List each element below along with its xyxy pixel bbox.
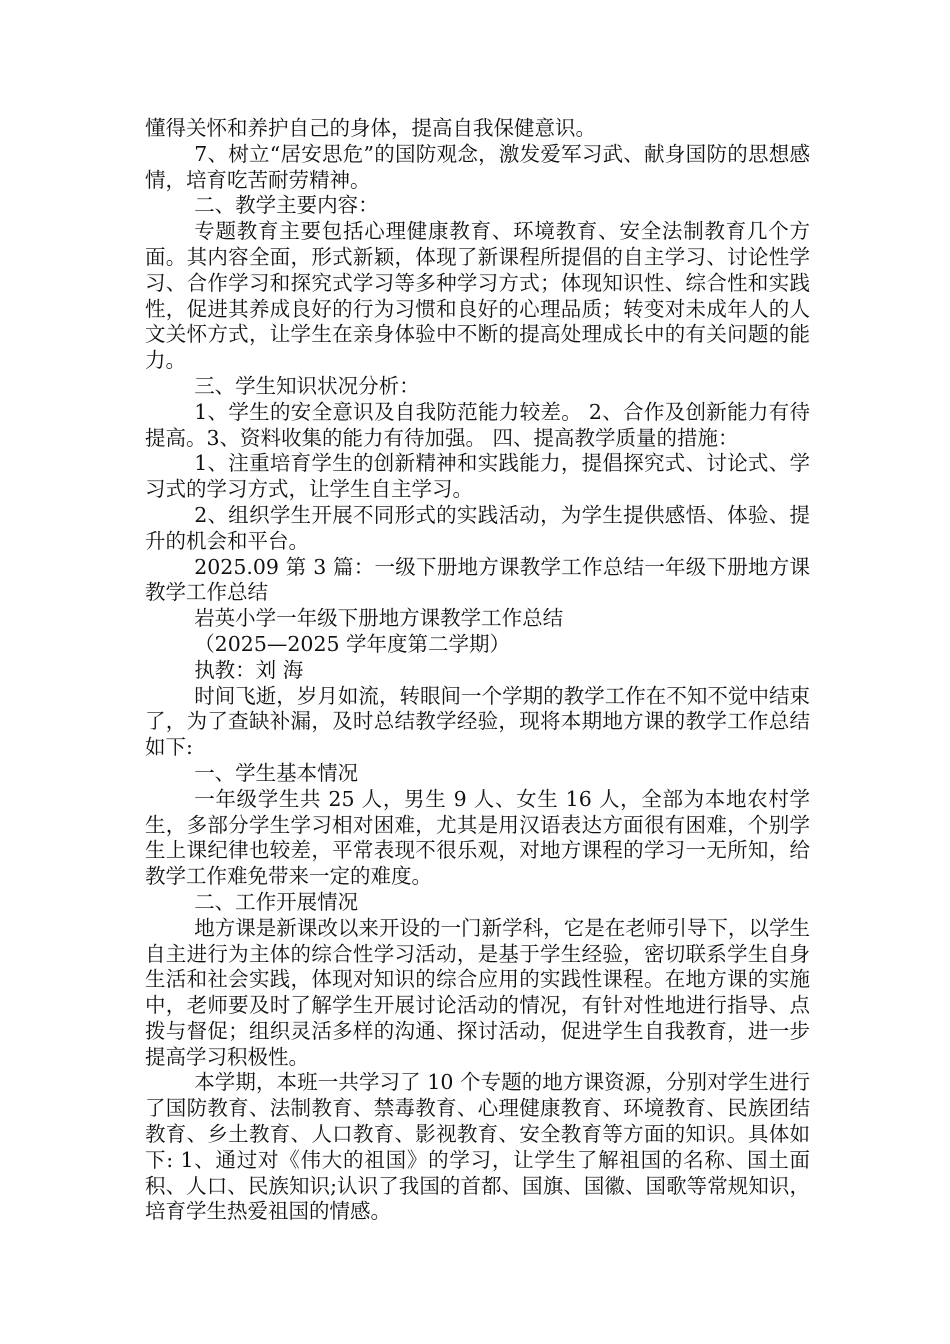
- section-heading: 一、学生基本情况: [194, 760, 359, 785]
- paragraph: 1、学生的安全意识及自我防范能力较差。 2、合作及创新能力有待提高。3、资料收集的能力有待加强。 四、提高教学质量的措施：: [145, 399, 810, 450]
- paragraph: 专题教育主要包括心理健康教育、环境教育、安全法制教育几个方面。其内容全面，形式新颖，体现了新课程所提倡的自主学习、讨论性学习、合作学习和探究式学习等多种学习方式；体现知识性、综合性和实践性，促进其养成良好的行为习惯和良好的心理品质；转变对未成年人的人文关怀方式，让学生在亲身体验中不断的提高处理成长中的有关问题的能力。: [145, 219, 810, 373]
- teacher-line: 执教：刘 海: [194, 657, 304, 682]
- paragraph: 2、组织学生开展不同形式的实践活动，为学生提供感悟、体验、提升的机会和平台。: [145, 502, 810, 553]
- paragraph: 地方课是新课改以来开设的一门新学科，它是在老师引导下，以学生自主进行为主体的综合性学习活动，是基于学生经验，密切联系学生自身生活和社会实践，体现对知识的综合应用的实践性课程。在地方课的实施中，老师要及时了解学生开展讨论活动的情况，有针对性地进行指导、点拨与督促；组织灵活多样的沟通、探讨活动，促进学生自我教育，进一步提高学习积极性。: [145, 915, 810, 1069]
- term-line: （2025—2025 学年度第二学期）: [194, 631, 511, 656]
- document-title: 岩英小学一年级下册地方课教学工作总结: [194, 606, 564, 631]
- paragraph: 1、注重培育学生的创新精神和实践能力，提倡探究式、讨论式、学习式的学习方式，让学生自主学习。: [145, 451, 810, 502]
- paragraph: 本学期，本班一共学习了 10 个专题的地方课资源，分别对学生进行了国防教育、法制教育、禁毒教育、心理健康教育、环境教育、民族团结教育、乡土教育、人口教育、影视教育、安全教育等方面的知识。具体如下: 1、通过对《伟大的祖国》的学习，让学生了解祖国的名称、国土面积、人口、民族知识;认识了我国的首都、国旗、国徽、国歌等常规知识，培育学生热爱祖国的情感。: [145, 1070, 810, 1224]
- paragraph: 时间飞逝，岁月如流，转眼间一个学期的教学工作在不知不觉中结束了，为了查缺补漏，及时总结教学经验，现将本期地方课的教学工作总结如下:: [145, 683, 810, 760]
- section-heading: 二、教学主要内容：: [194, 193, 379, 218]
- document-body: [145, 116, 810, 1225]
- paragraph: 2025.09 第 3 篇：一级下册地方课教学工作总结一年级下册地方课教学工作总结: [145, 554, 810, 605]
- paragraph: 一年级学生共 25 人，男生 9 人、女生 16 人，全部为本地农村学生，多部分学生学习相对困难，尤其是用汉语表达方面很有困难，个别学生上课纪律也较差，平常表现不很乐观，对地方课程的学习一无所知，给教学工作难免带来一定的难度。: [145, 786, 810, 889]
- paragraph: 懂得关怀和养护自己的身体，提高自我保健意识。: [145, 116, 596, 140]
- section-heading: 二、工作开展情况: [194, 889, 359, 914]
- paragraph: 7、树立“居安思危”的国防观念，激发爱军习武、献身国防的思想感情，培育吃苦耐劳精神。: [145, 141, 810, 192]
- section-heading: 三、学生知识状况分析：: [194, 373, 420, 398]
